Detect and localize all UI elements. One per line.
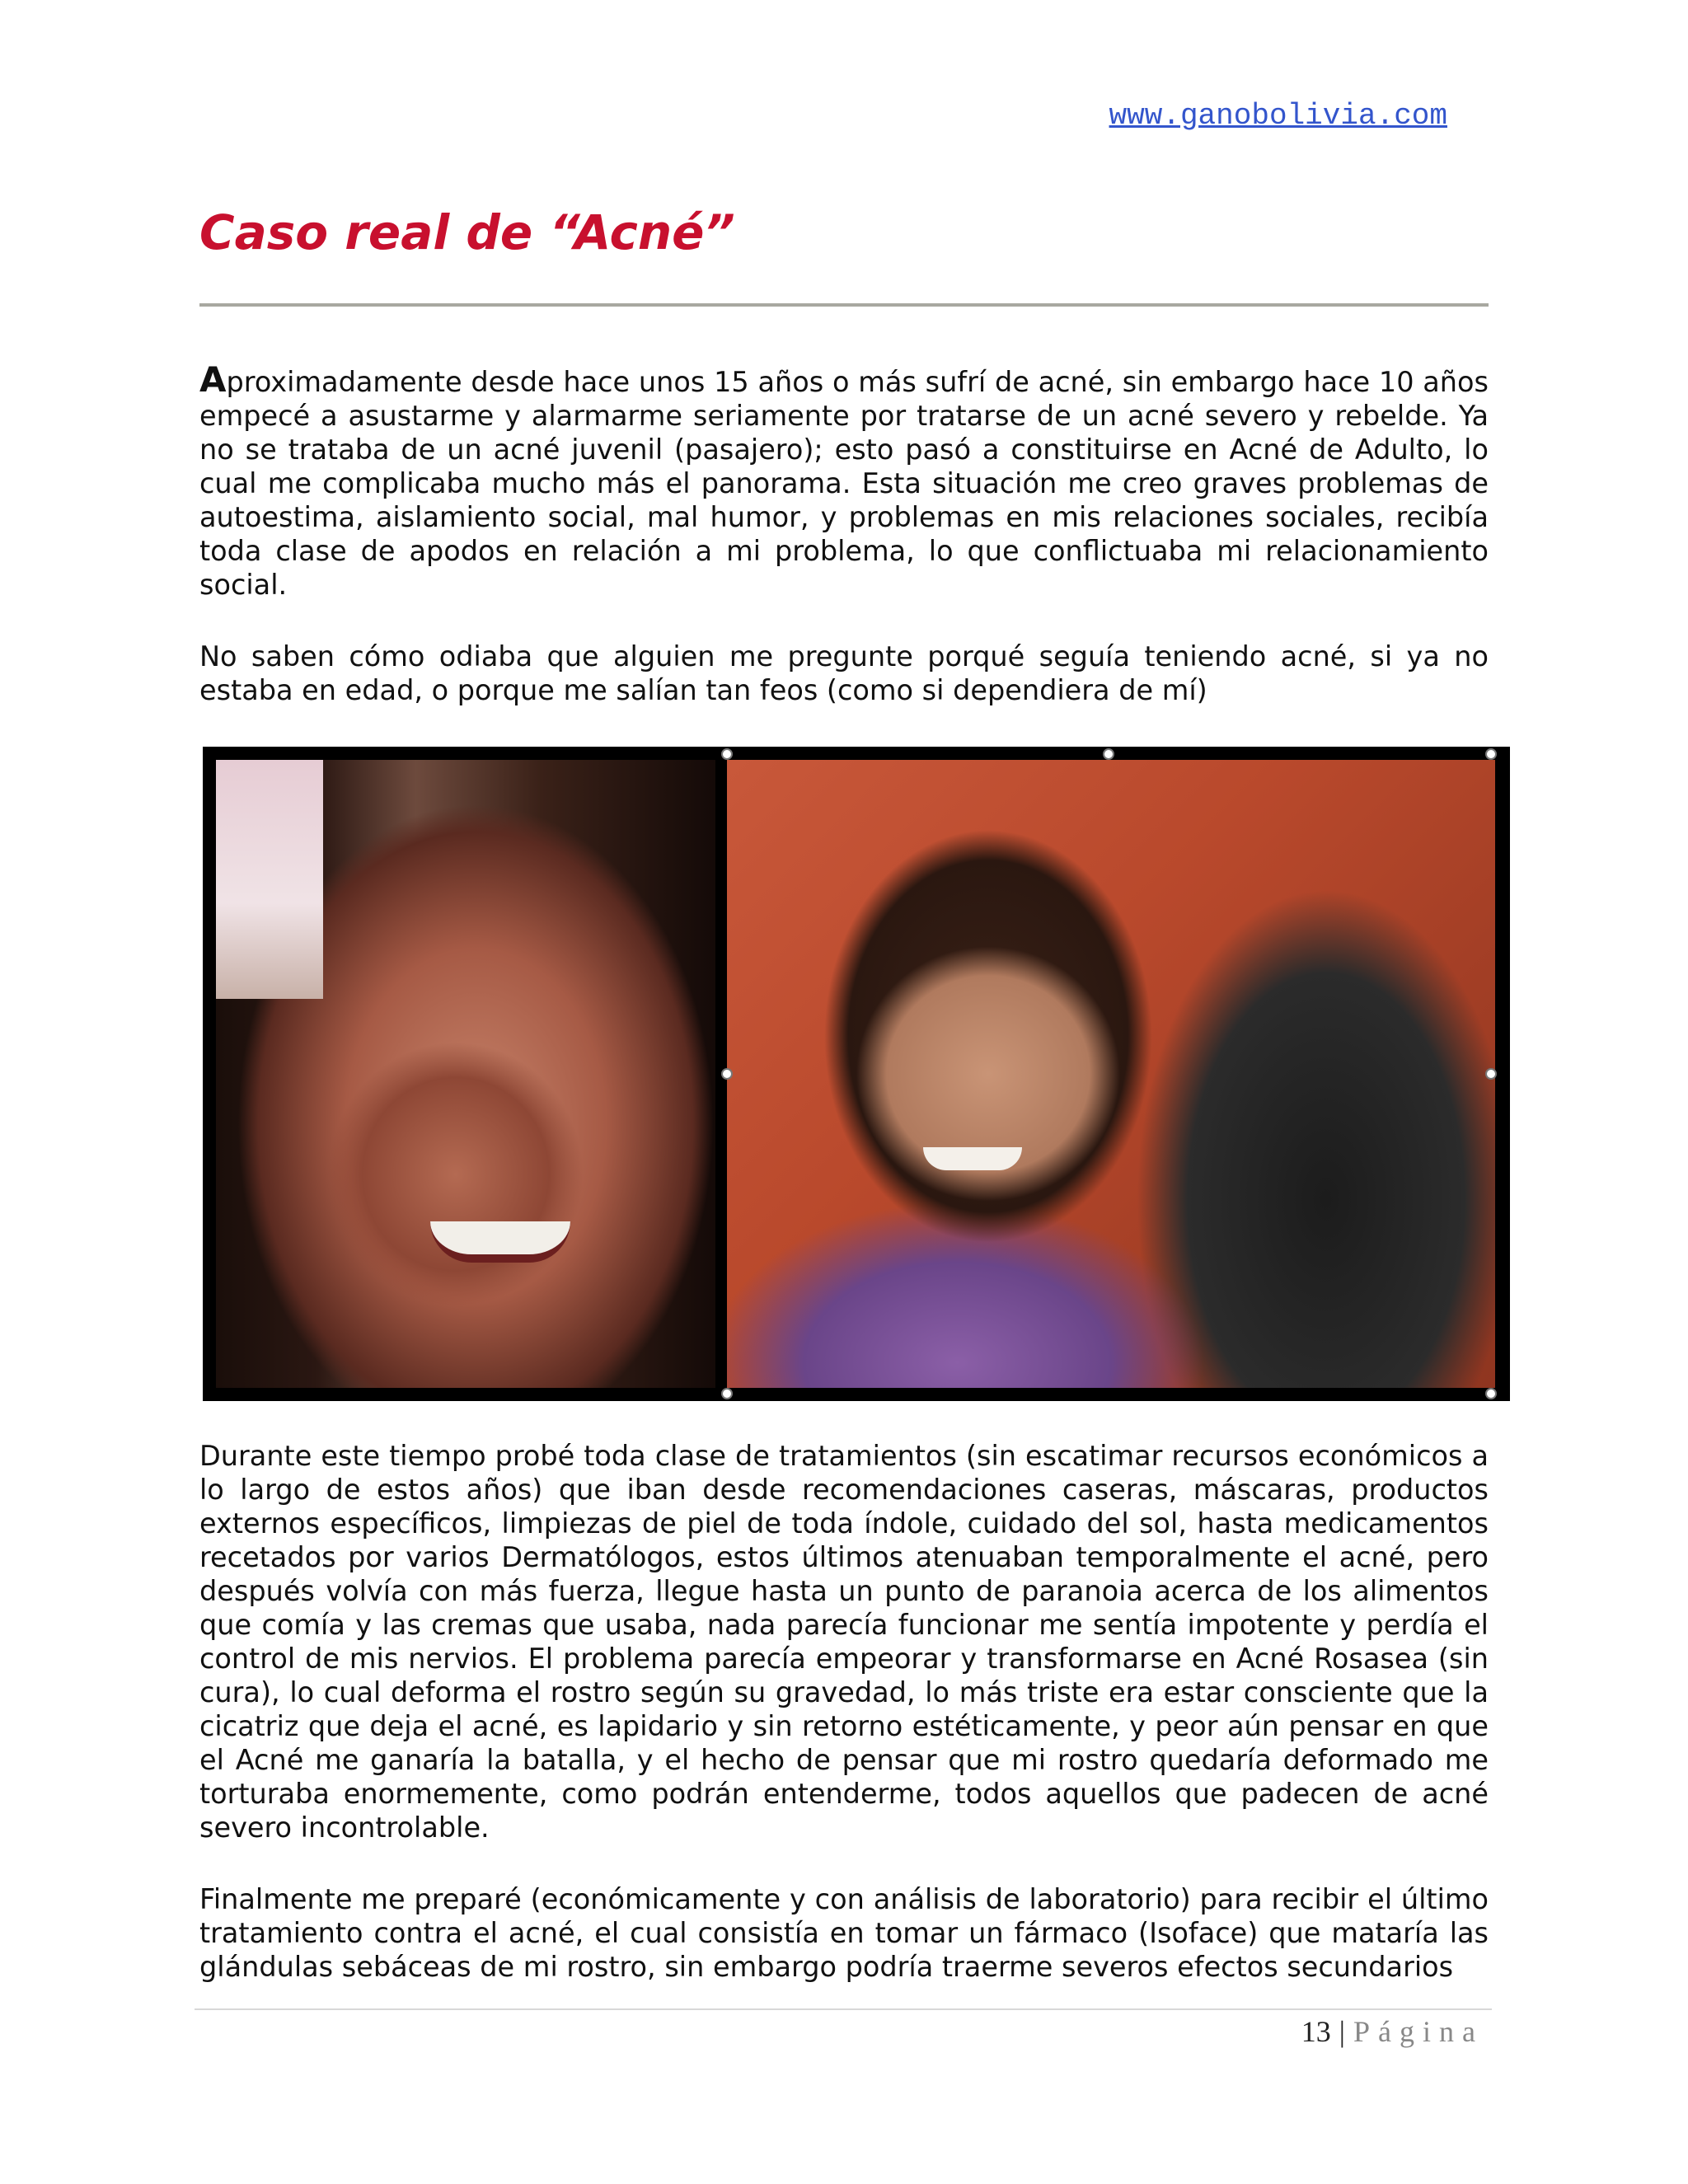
before-photo bbox=[216, 760, 715, 1388]
after-photo bbox=[727, 760, 1495, 1388]
resize-handle bbox=[1103, 748, 1114, 760]
title-divider bbox=[199, 303, 1489, 307]
before-after-photo bbox=[203, 747, 1510, 1401]
resize-handle bbox=[721, 748, 733, 760]
page-footer bbox=[1154, 2014, 1484, 2049]
paragraph-treatments: Durante este tiempo probé toda clase de tratamientos (sin escatimar recursos económicos a lo largo de estos años) que iban desde recomendaciones caseras, máscaras, productos externos específicos, limpiezas de piel de toda índole, cuidado del sol, hasta medicamentos recetados por varios Dermatólogos, estos últimos atenuaban temporalmente el acné, pero después volvía con más fuerza, llegue hasta un punto de paranoia acerca de los alimentos que comía y las cremas que usaba, nada parecía funcionar me sentía impotente y perdía el control de mis nervios. El problema parecía empeorar y transformarse en Acné Rosasea (sin cura), lo cual deforma el rostro según su gravedad, lo más triste era estar consciente que la cicatriz que deja el acné, es lapidario y sin retorno estéticamente, y peor aún pensar en que el Acné me ganaría la batalla, y el hecho de pensar que mi rostro quedaría deformado me torturaba enormemente, como podrán entenderme, todos aquellos que padecen de acné severo incontrolable. bbox=[199, 1440, 1489, 1844]
resize-handle bbox=[1485, 1388, 1497, 1399]
website-url[interactable]: www.ganobolivia.com bbox=[1109, 99, 1447, 133]
page-label: Página bbox=[1353, 2015, 1484, 2048]
drop-cap: A bbox=[199, 359, 227, 400]
paragraph-final: Finalmente me preparé (económicamente y con análisis de laboratorio) para recibir el último tratamiento contra el acné, el cual consistía en tomar un fármaco (Isoface) que mataría las glándulas sebáceas de mi rostro, sin embargo podría traerme severos efectos secundarios bbox=[199, 1883, 1489, 1983]
paragraph-intro bbox=[199, 359, 1489, 602]
resize-handle bbox=[1485, 748, 1497, 760]
resize-handle bbox=[721, 1068, 733, 1080]
paragraph-intro-text: proximadamente desde hace unos 15 años o más sufrí de acné, sin embargo hace 10 años empecé a asustarme y alarmarme seriamente por tratarse de un acné severo y rebelde. Ya no se trataba de un acné juvenil (pasajero); esto pasó a constituirse en Acné de Adulto, lo cual me complicaba mucho más el panorama. Esta situación me creo graves problemas de autoestima, aislamiento social, mal humor, y problemas en mis relaciones sociales, recibía toda clase de apodos en relación a mi problema, lo que conflictuaba mi relacionamiento social. bbox=[199, 366, 1489, 601]
page-title: Caso real de “Acné” bbox=[199, 204, 735, 260]
footer-divider bbox=[195, 2008, 1492, 2010]
resize-handle bbox=[1485, 1068, 1497, 1080]
page-number: 13 bbox=[1301, 2015, 1331, 2048]
footer-separator: | bbox=[1339, 2015, 1346, 2048]
paragraph-question: No saben cómo odiaba que alguien me pregunte porqué seguía teniendo acné, si ya no estaba en edad, o porque me salían tan feos (como si dependiera de mí) bbox=[199, 640, 1489, 706]
resize-handle bbox=[721, 1388, 733, 1399]
